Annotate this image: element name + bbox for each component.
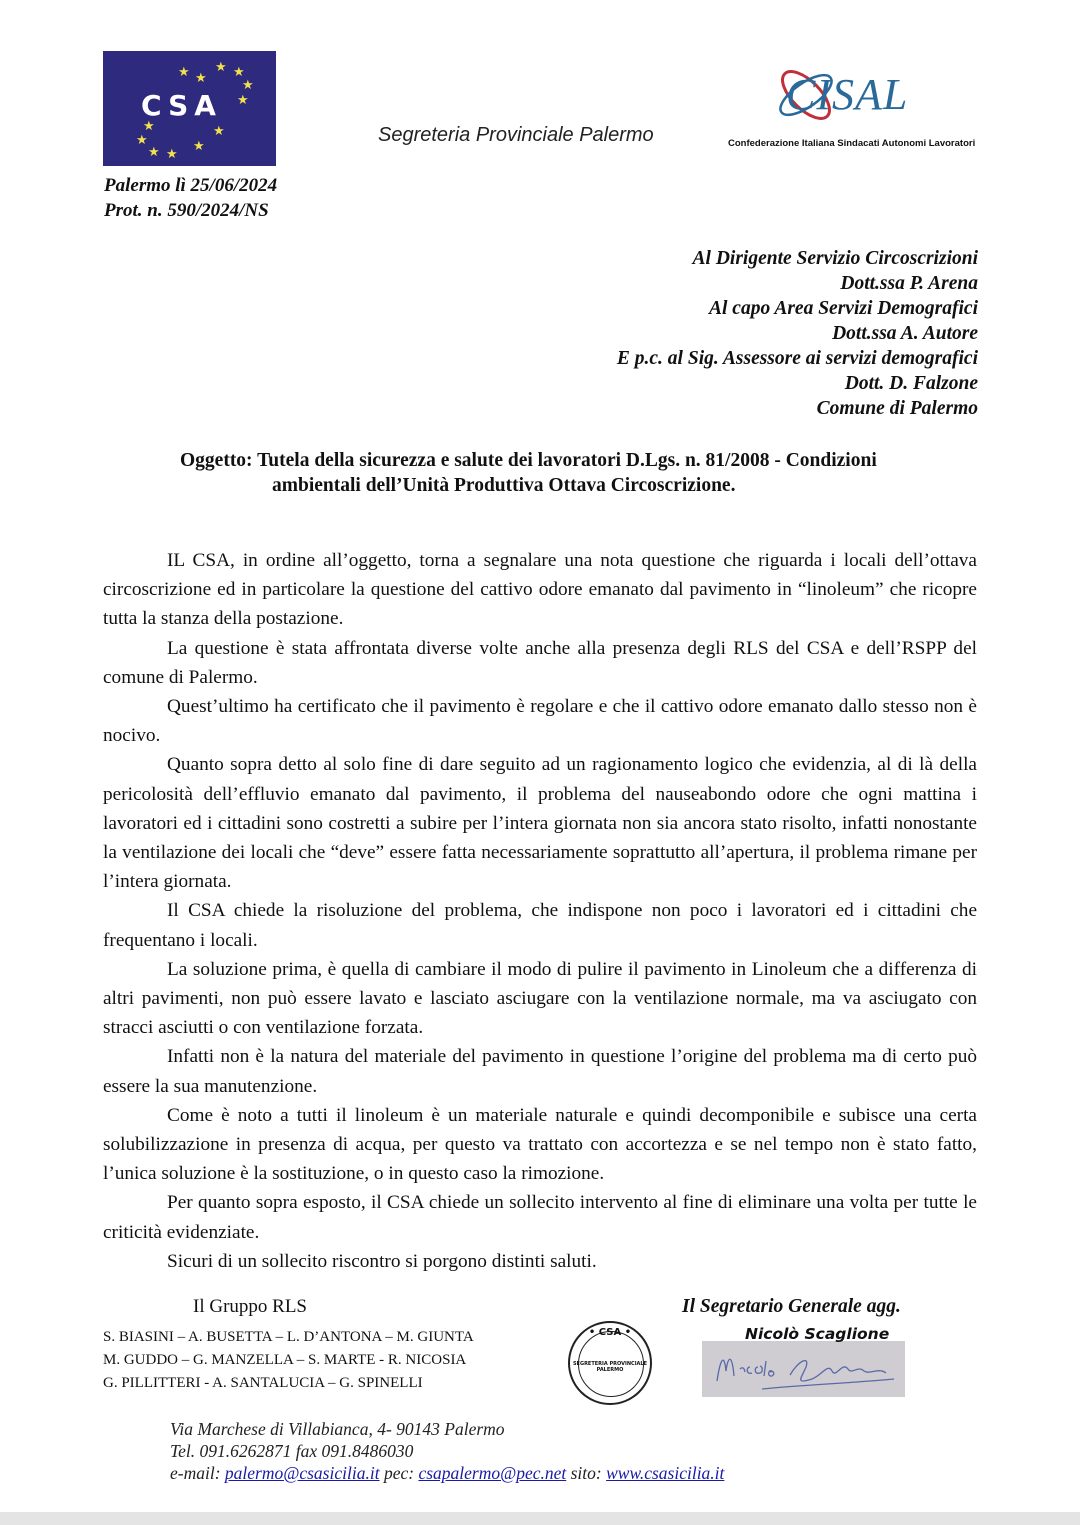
subject-line-2: ambientali dell’Unità Produttiva Ottava Circoscrizione. <box>272 475 736 496</box>
cisal-logo <box>728 55 1008 150</box>
recipient-line: Al Dirigente Servizio Circoscrizioni <box>692 248 978 269</box>
secretary-title: Il Segretario Generale agg. <box>682 1296 901 1317</box>
star-icon: ★ <box>195 70 207 85</box>
subject-heading <box>180 448 980 498</box>
footer-phone: Tel. 091.6262871 fax 091.8486030 <box>170 1441 414 1461</box>
body-paragraph: La soluzione prima, è quella di cambiare il modo di pulire il pavimento in Linoleum che a differenza di altri pavimenti, non può essere lavato e lasciato asciugare con la ventilazione normale, ma va asciugato con stracci asciutti o con ventilazione forzata. <box>103 958 977 1039</box>
body-paragraph: Quanto sopra detto al solo fine di dare seguito ad un ragionamento logico che evidenzia, al di là della pericolosità dell’effluvio emanato dal pavimento, il problema del nauseabondo odore che ogni mattina i lavoratori ed i cittadini sono costretti a subire per l’intera giornata non sia ancora stato risolto, infatti nonostante la ventilazione dei locali che “deve” essere fatta necessariamente soprattutto all’apertura, il problema rimane per l’intera giornata. <box>103 754 977 893</box>
body-paragraph: Come è noto a tutti il linoleum è un materiale naturale e quindi decomponibile e subisce una certa solubilizzazione in presenza di acqua, per questo va trattato con accortezza e se nel tempo non è stato fatto, l’unica soluzione è la sostituzione, o in questo caso la rimozione. <box>103 1104 977 1185</box>
star-icon: ★ <box>237 92 249 107</box>
letter-body <box>103 546 977 1276</box>
csa-logo-text: CSA <box>141 89 222 122</box>
star-icon: ★ <box>213 123 225 138</box>
secretary-name: Nicolò Scaglione <box>745 1325 890 1343</box>
star-icon: ★ <box>242 77 254 92</box>
protocol-line: Prot. n. 590/2024/NS <box>104 200 269 221</box>
body-paragraph: Quest’ultimo ha certificato che il pavimento è regolare e che il cattivo odore emanato dallo stesso non è nocivo. <box>103 696 977 747</box>
rls-names <box>103 1326 474 1395</box>
subject-line-1: Oggetto: Tutela della sicurezza e salute dei lavoratori D.Lgs. n. 81/2008 - Condizioni <box>180 450 877 471</box>
star-icon: ★ <box>178 64 190 79</box>
csa-logo <box>103 51 276 166</box>
segreteria-heading: Segreteria Provinciale Palermo <box>378 124 654 146</box>
handwritten-signature-icon <box>702 1341 905 1397</box>
pec-label: pec: <box>379 1463 419 1483</box>
body-paragraph: Sicuri di un sollecito riscontro si porgono distinti saluti. <box>167 1250 597 1272</box>
cisal-subtitle: Confederazione Italiana Sindacati Autonomi Lavoratori <box>728 138 976 149</box>
star-icon: ★ <box>193 138 205 153</box>
email-link[interactable]: palermo@csasicilia.it <box>224 1463 380 1483</box>
body-paragraph: La questione è stata affrontata diverse volte anche alla presenza degli RLS del CSA e dell’RSPP del comune di Palermo. <box>103 637 977 688</box>
body-paragraph: Infatti non è la natura del materiale del pavimento in questione l’origine del problema ma di certo può essere la sua manutenzione. <box>103 1046 977 1097</box>
site-label: sito: <box>566 1463 607 1483</box>
cisal-logo-text: CISAL <box>786 70 909 119</box>
date-line: Palermo lì 25/06/2024 <box>104 175 278 196</box>
star-icon: ★ <box>136 132 148 147</box>
footer-address: Via Marchese di Villabianca, 4- 90143 Palermo <box>170 1419 505 1439</box>
star-icon: ★ <box>233 64 245 79</box>
csa-stamp <box>568 1321 652 1405</box>
recipient-line: Comune di Palermo <box>816 398 978 419</box>
recipient-line: Dott.ssa A. Autore <box>832 323 978 344</box>
recipient-line: Al capo Area Servizi Demografici <box>708 298 978 319</box>
star-icon: ★ <box>143 118 155 133</box>
stamp-top-text: • CSA • <box>588 1327 632 1338</box>
body-paragraph: Il CSA chiede la risoluzione del problema, che indispone non poco i lavoratori ed i cittadini che frequentano i locali. <box>103 900 977 951</box>
rls-names-line: M. GUDDO – G. MANZELLA – S. MARTE - R. NICOSIA <box>103 1352 467 1368</box>
recipient-line: E p.c. al Sig. Assessore ai servizi demografici <box>616 348 978 369</box>
rls-names-line: S. BIASINI – A. BUSETTA – L. D’ANTONA – M. GIUNTA <box>103 1329 474 1345</box>
star-icon: ★ <box>148 144 160 159</box>
site-link[interactable]: www.csasicilia.it <box>606 1463 725 1483</box>
footer-contacts <box>170 1418 724 1484</box>
signature-image <box>702 1341 905 1397</box>
rls-group-title: Il Gruppo RLS <box>193 1296 307 1317</box>
pec-link[interactable]: csapalermo@pec.net <box>418 1463 567 1483</box>
viewer-bottom-bar <box>0 1512 1080 1525</box>
rls-names-line: G. PILLITTERI - A. SANTALUCIA – G. SPINELLI <box>103 1375 423 1391</box>
recipient-line: Dott. D. Falzone <box>844 373 978 394</box>
star-icon: ★ <box>215 59 227 74</box>
email-label: e-mail: <box>170 1463 225 1483</box>
date-protocol <box>104 173 277 223</box>
recipient-line: Dott.ssa P. Arena <box>840 273 978 294</box>
body-paragraph: IL CSA, in ordine all’oggetto, torna a segnalare una nota questione che riguarda i locali dell’ottava circoscrizione ed in particolare la questione del cattivo odore emanato dal pavimento in “linoleum” che ricopre tutta la stanza della postazione. <box>103 550 977 630</box>
stamp-middle-text: SEGRETERIA PROVINCIALE PALERMO <box>572 1361 648 1373</box>
footer-links <box>170 1462 724 1484</box>
body-paragraph: Per quanto sopra esposto, il CSA chiede un sollecito intervento al fine di eliminare una volta per tutte le criticità evidenziate. <box>103 1192 977 1243</box>
recipients-block <box>617 246 978 421</box>
star-icon: ★ <box>166 146 178 161</box>
